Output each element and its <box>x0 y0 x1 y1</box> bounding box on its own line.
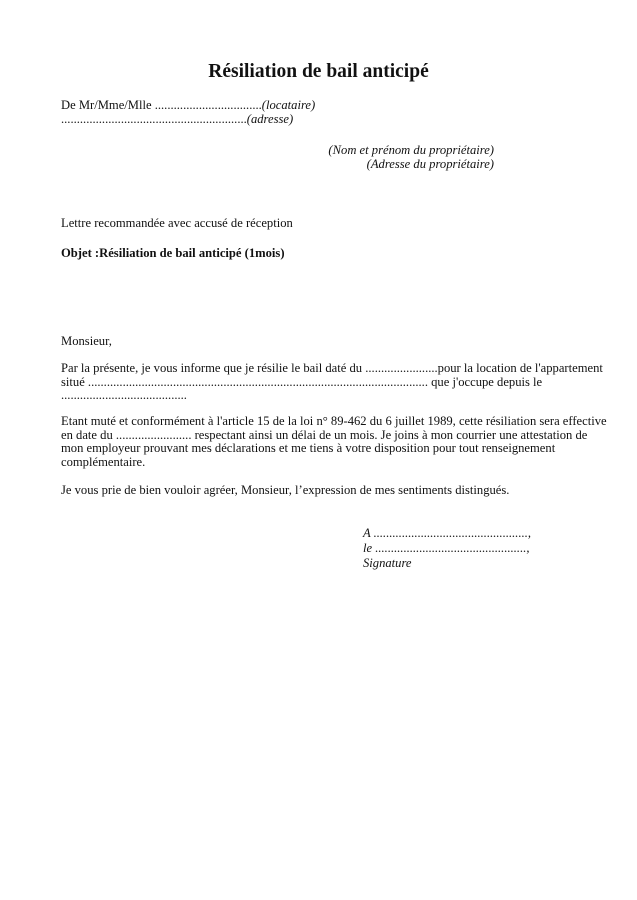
paragraph-line: mon employeur prouvant mes déclarations et me tiens à votre disposition pour tout renseignement <box>61 441 556 456</box>
paragraph-line: situé ............................................................................................................ que j'occupe depuis le <box>61 374 543 389</box>
salutation: Monsieur, <box>61 334 112 348</box>
paragraph-termination-notice <box>61 361 603 403</box>
signature-block <box>363 526 531 571</box>
recipient-address-hint: (Adresse du propriétaire) <box>366 157 494 171</box>
paragraph-line: ........................................ <box>61 388 187 403</box>
sender-address-hint: (adresse) <box>246 112 294 126</box>
paragraph-line: complémentaire. <box>61 454 146 469</box>
mailing-mode: Lettre recommandée avec accusé de réception <box>61 216 293 230</box>
signature-label: Signature <box>363 556 412 570</box>
signature-place-line: A ................................................., <box>363 526 532 540</box>
paragraph-line: Etant muté et conformément à l'article 15 de la loi n° 89-462 du 6 juillet 1989, cette résiliation sera effective <box>61 414 607 428</box>
sender-address-line <box>61 112 293 127</box>
document-title: Résiliation de bail anticipé <box>208 61 429 82</box>
sender-name-field: De Mr/Mme/Mlle .................................. <box>61 98 262 112</box>
signature-date-line: le ................................................, <box>363 541 530 555</box>
paragraph-legal-basis <box>61 414 607 469</box>
paragraph-line: Par la présente, je vous informe que je résilie le bail daté du .......................pour la location de l'appartement <box>61 361 603 375</box>
paragraph-line: en date du ........................ respectant ainsi un délai de un mois. Je joins à mon courrier une attestation de <box>61 427 588 442</box>
sender-name-hint: (locataire) <box>261 98 316 112</box>
closing-formula: Je vous prie de bien vouloir agréer, Monsieur, l’expression de mes sentiments distingués. <box>61 483 510 497</box>
sender-address-field: ........................................................... <box>61 112 247 126</box>
subject-line: Objet :Résiliation de bail anticipé (1mois) <box>61 246 285 260</box>
recipient-name-hint: (Nom et prénom du propriétaire) <box>328 143 494 157</box>
sender-name-line <box>61 98 315 113</box>
